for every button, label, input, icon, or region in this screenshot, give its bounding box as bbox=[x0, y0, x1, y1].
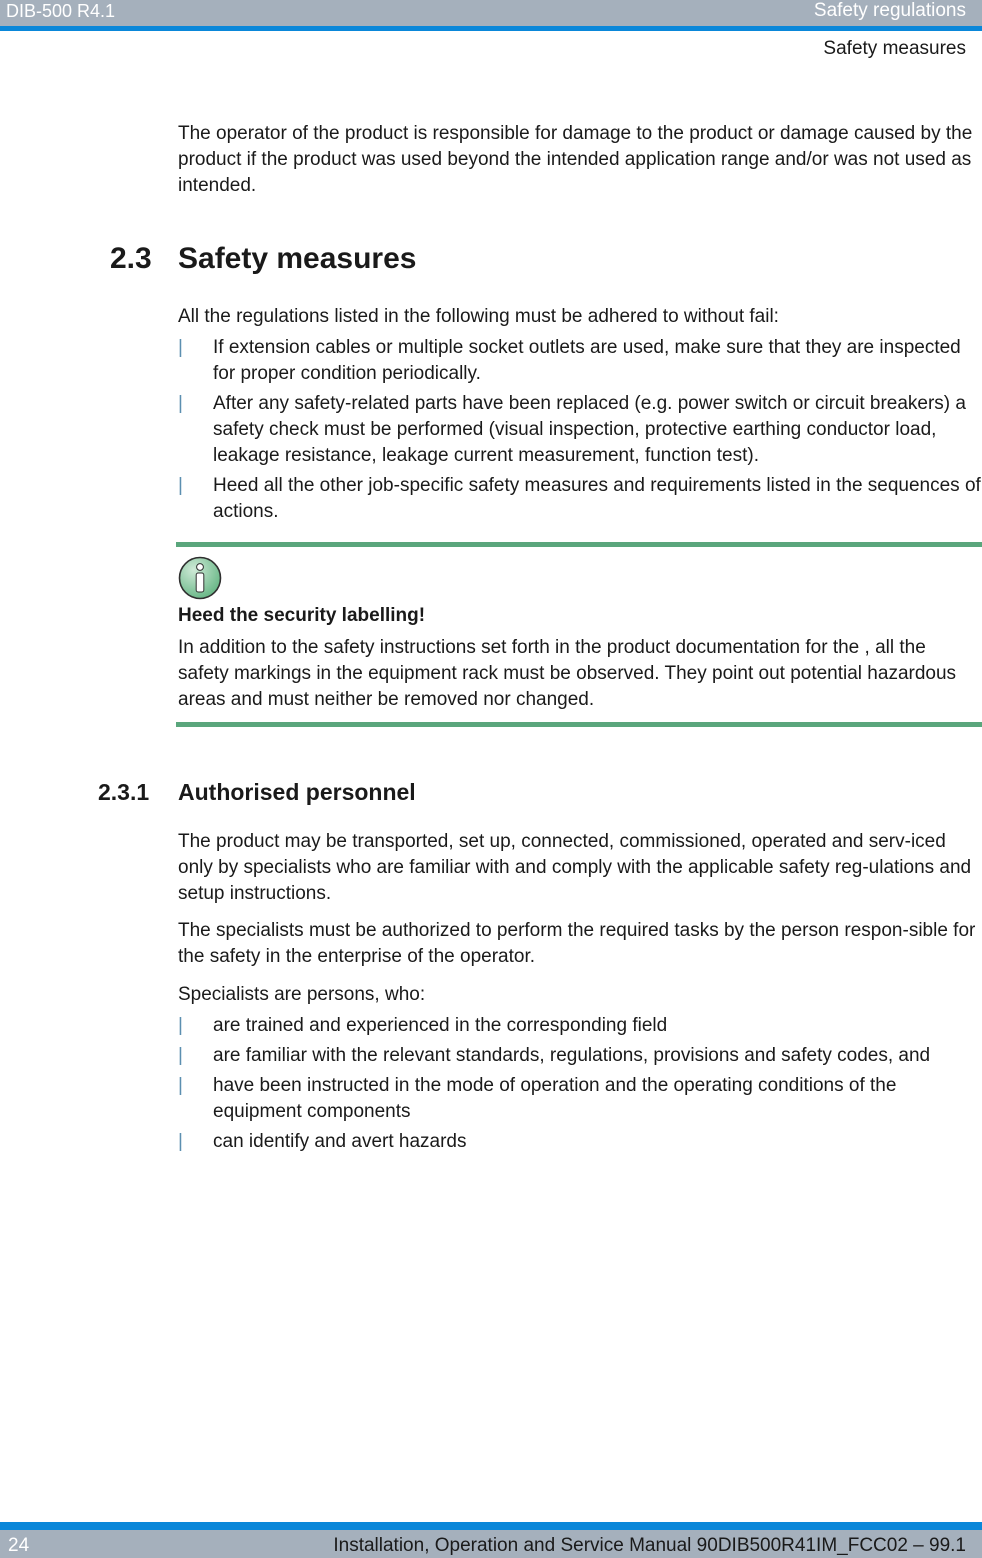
list-item-text: If extension cables or multiple socket outlets are used, make sure that they are inspected for proper condition periodically. bbox=[213, 337, 961, 384]
header-chapter: Safety regulations bbox=[813, 0, 966, 21]
bullet-marker: | bbox=[178, 337, 183, 358]
list-item bbox=[178, 473, 982, 525]
list-item bbox=[178, 1129, 982, 1155]
section-number-2-3: 2.3 bbox=[110, 242, 152, 275]
intro-paragraph: The operator of the product is responsible for damage to the product or damage caused by the product if the product was used beyond the intended application range and/or was not used as intended. bbox=[178, 123, 973, 196]
bullet-marker: | bbox=[178, 393, 183, 414]
info-icon bbox=[178, 556, 222, 600]
section-number-2-3-1: 2.3.1 bbox=[98, 779, 150, 805]
specialists-list bbox=[178, 1013, 982, 1159]
note-top-rule bbox=[176, 542, 982, 547]
list-item bbox=[178, 391, 982, 469]
list-item-text: are trained and experienced in the corresponding field bbox=[213, 1015, 668, 1036]
list-item-text: After any safety-related parts have been replaced (e.g. power switch or circuit breakers) a safety check must be performed (visual inspection, protective earthing conductor load, leakage resistance, leakage current measurement, function test). bbox=[213, 393, 966, 466]
header-doc-id: DIB-500 R4.1 bbox=[6, 1, 116, 21]
list-item bbox=[178, 1043, 982, 1069]
list-item bbox=[178, 335, 982, 387]
manual-reference: Installation, Operation and Service Manual 90DIB500R41IM_FCC02 – 99.1 bbox=[333, 1535, 966, 1556]
bullet-marker: | bbox=[178, 1015, 183, 1036]
specialists-lead: Specialists are persons, who: bbox=[178, 984, 426, 1005]
bullet-marker: | bbox=[178, 1131, 183, 1152]
personnel-paragraph-2: The specialists must be authorized to perform the required tasks by the person respon-sible for the safety in the enterprise of the operator. bbox=[178, 920, 976, 967]
list-item-text: are familiar with the relevant standards, regulations, provisions and safety codes, and bbox=[213, 1045, 931, 1066]
note-title: Heed the security labelling! bbox=[178, 605, 426, 626]
page-number: 24 bbox=[8, 1535, 30, 1556]
section-title-authorised-personnel: Authorised personnel bbox=[178, 779, 416, 805]
list-item bbox=[178, 1073, 982, 1125]
note-body: In addition to the safety instructions set forth in the product documentation for the , all the safety markings in the equipment rack must be observed. They point out potential hazardous areas and must neither be removed nor changed. bbox=[178, 637, 957, 710]
bullet-marker: | bbox=[178, 1075, 183, 1096]
safety-measures-lead: All the regulations listed in the following must be adhered to without fail: bbox=[178, 306, 779, 327]
header-section: Safety measures bbox=[823, 38, 966, 59]
section-title-safety-measures: Safety measures bbox=[178, 242, 417, 275]
safety-measures-list bbox=[178, 335, 982, 529]
list-item-text: Heed all the other job-specific safety measures and requirements listed in the sequences of actions. bbox=[213, 475, 981, 522]
bullet-marker: | bbox=[178, 475, 183, 496]
list-item-text: can identify and avert hazards bbox=[213, 1131, 467, 1152]
note-bottom-rule bbox=[176, 722, 982, 727]
personnel-paragraph-1: The product may be transported, set up, connected, commissioned, operated and serv-iced only by specialists who are familiar with and comply with the applicable safety reg-ulations and setup instructions. bbox=[178, 831, 972, 904]
bullet-marker: | bbox=[178, 1045, 183, 1066]
list-item-text: have been instructed in the mode of operation and the operating conditions of the equipment components bbox=[213, 1075, 897, 1122]
list-item bbox=[178, 1013, 982, 1039]
